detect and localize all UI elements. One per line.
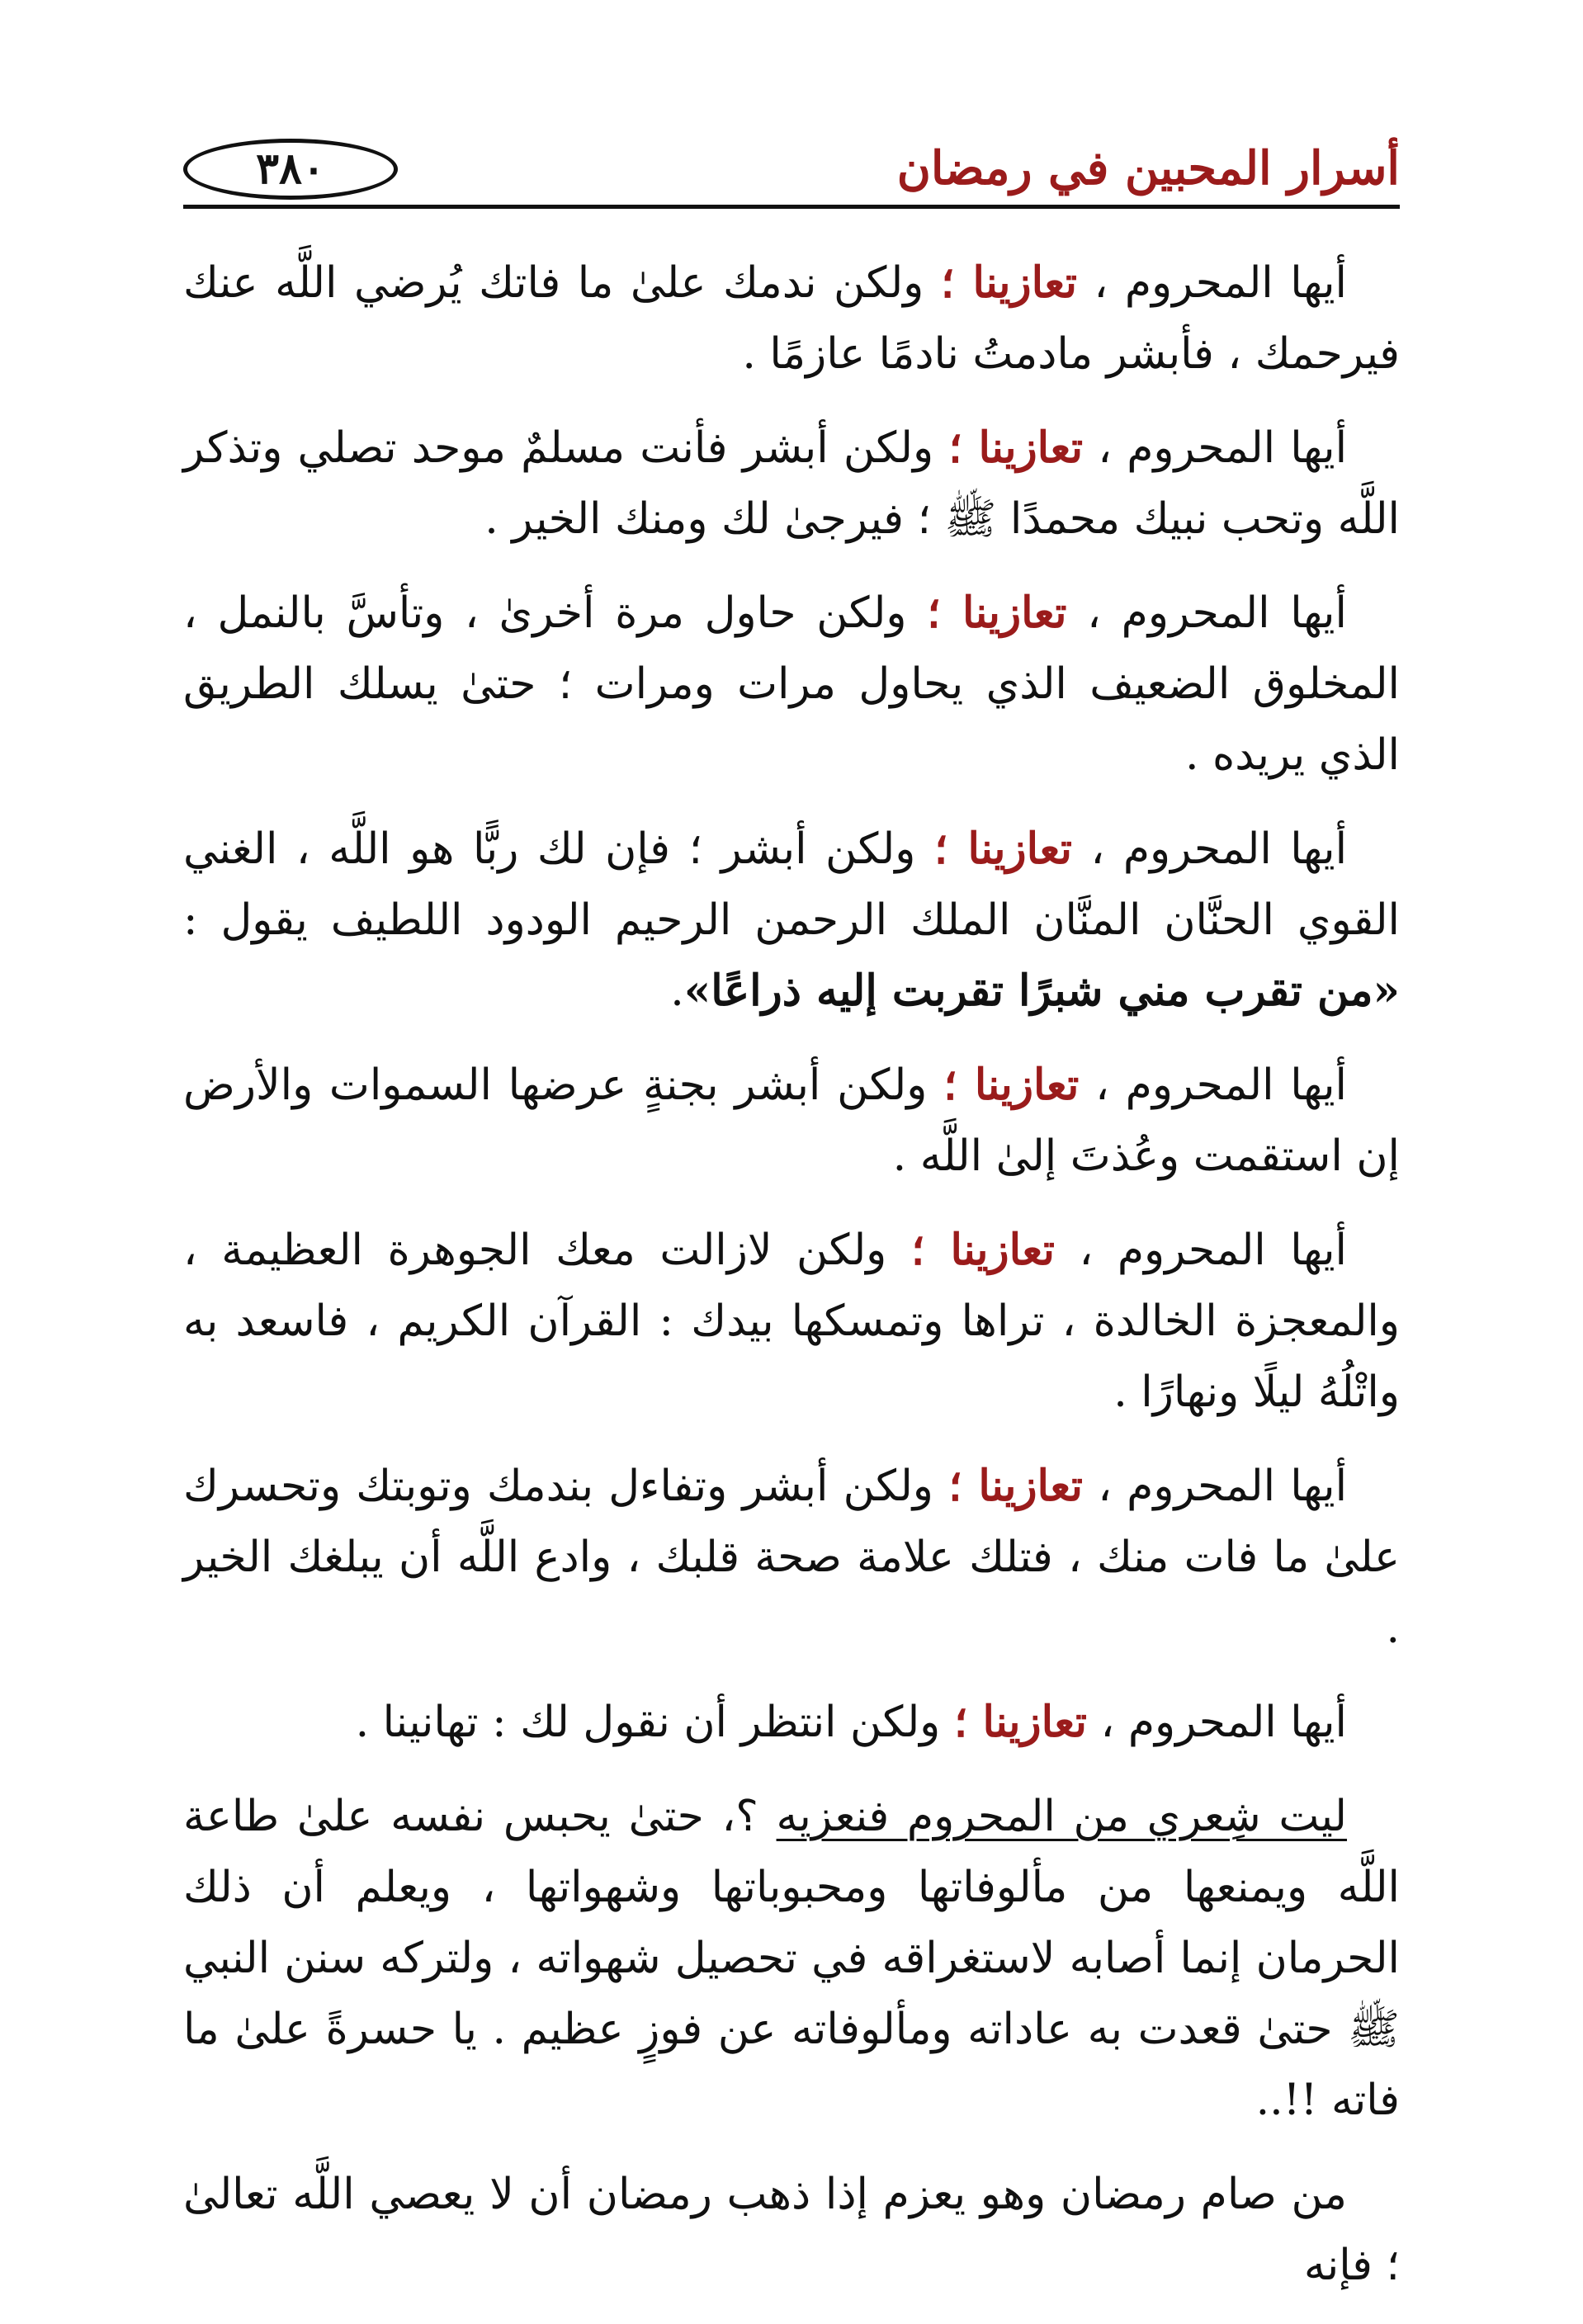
header-divider [183, 205, 1400, 209]
paragraph-prefix: أيها المحروم ، [1094, 258, 1347, 308]
paragraph-text: ولكن لازالت معك الجوهرة العظيمة ، والمعجزة الخالدة ، تراها وتمسكها بيدك : القرآن الكريم ، فاسعد به واتْلُهُ ليلًا ونهارًا . [183, 1226, 1400, 1417]
page-number: ٣٨٠ [256, 144, 325, 194]
body-text [183, 248, 1400, 2324]
paragraph-text: ولكن حاول مرة أخرىٰ ، وتأسَّ بالنمل ، المخلوق الضعيف الذي يحاول مرات ومرات ؛ حتىٰ يسلك الطريق الذي يريده . [183, 588, 1400, 780]
paragraph-prefix: أيها المحروم ، [1079, 1226, 1348, 1275]
page-header [183, 139, 1400, 215]
paragraph [183, 1215, 1400, 1428]
closing-text: ؟، حتىٰ يحبس نفسه علىٰ طاعة اللَّه ويمنعها من مألوفاتها ومحبوباتها وشهواتها ، ويعلم أن ذلك الحرمان إنما أصابه لاستغراقه في تحصيل شهواته ، ولتركه سنن النبي ﷺ حتىٰ قعدت به عاداته ومألوفاته عن فوزٍ عظيم . يا حسرةً علىٰ ما فاته !!.. [183, 1792, 1400, 2125]
paragraph-end: . [670, 966, 684, 1016]
paragraph [183, 1050, 1400, 1192]
last-line [183, 2159, 1400, 2301]
paragraph-prefix: أيها المحروم ، [1090, 824, 1348, 874]
running-title: أسرار المحبين في رمضان [896, 141, 1400, 196]
paragraph-text: ولكن أبشر ؛ فإن لك ربًّا هو اللَّه ، الغني القوي الحنَّان المنَّان الملك الرحمن الرحيم الودود اللطيف يقول : [183, 824, 1400, 945]
paragraph [183, 413, 1400, 555]
paragraph [183, 578, 1400, 791]
paragraph-prefix: أيها المحروم ، [1095, 1060, 1347, 1110]
paragraph-prefix: أيها المحروم ، [1100, 1698, 1347, 1747]
hadith-quote: «من تقرب مني شبرًا تقربت إليه ذراعًا» [683, 966, 1400, 1016]
condolence-keyword: تعازينا ؛ [948, 1461, 1083, 1511]
condolence-keyword: تعازينا ؛ [948, 423, 1084, 473]
paragraph-text: ولكن أبشر فأنت مسلمٌ موحد تصلي وتذكر اللَّه وتحب نبيك محمدًا ﷺ ؛ فيرجىٰ لك ومنك الخير . [183, 423, 1400, 544]
page-number-frame [183, 139, 398, 200]
paragraph [183, 1687, 1400, 1758]
paragraph [183, 248, 1400, 390]
condolence-keyword: تعازينا ؛ [940, 257, 1077, 308]
paragraph-prefix: أيها المحروم ، [1098, 1462, 1348, 1511]
closing-paragraph [183, 1781, 1400, 2136]
last-line-text: من صام رمضان وهو يعزم إذا ذهب رمضان أن لا يعصي اللَّه تعالىٰ ؛ فإنه [183, 2170, 1400, 2290]
paragraph-text: ولكن ندمك علىٰ ما فاتك يُرضي اللَّه عنك فيرحمك ، فأبشر مادمتُ نادمًا عازمًا . [183, 258, 1400, 379]
paragraph-text: ولكن أبشر بجنةٍ عرضها السموات والأرض إن استقمت وعُذتَ إلىٰ اللَّه . [183, 1060, 1400, 1181]
condolence-keyword: تعازينا ؛ [953, 1697, 1087, 1747]
condolence-keyword: تعازينا ؛ [927, 588, 1067, 638]
condolence-keyword: تعازينا ؛ [910, 1225, 1055, 1275]
paragraph [183, 1451, 1400, 1664]
paragraph-text: ولكن انتظر أن نقول لك : تهانينا . [355, 1698, 941, 1747]
paragraph [183, 814, 1400, 1027]
underlined-phrase: ليت شِعري من المحروم فنعزيه [776, 1792, 1348, 1841]
paragraph-prefix: أيها المحروم ، [1098, 423, 1348, 473]
condolence-keyword: تعازينا ؛ [933, 824, 1073, 874]
paragraph-prefix: أيها المحروم ، [1087, 588, 1347, 638]
paragraph-text: ولكن أبشر وتفاءل بندمك وتوبتك وتحسرك علىٰ ما فات منك ، فتلك علامة صحة قلبك ، وادع اللَّه أن يبلغك الخير . [183, 1462, 1400, 1653]
condolence-keyword: تعازينا ؛ [943, 1060, 1080, 1110]
